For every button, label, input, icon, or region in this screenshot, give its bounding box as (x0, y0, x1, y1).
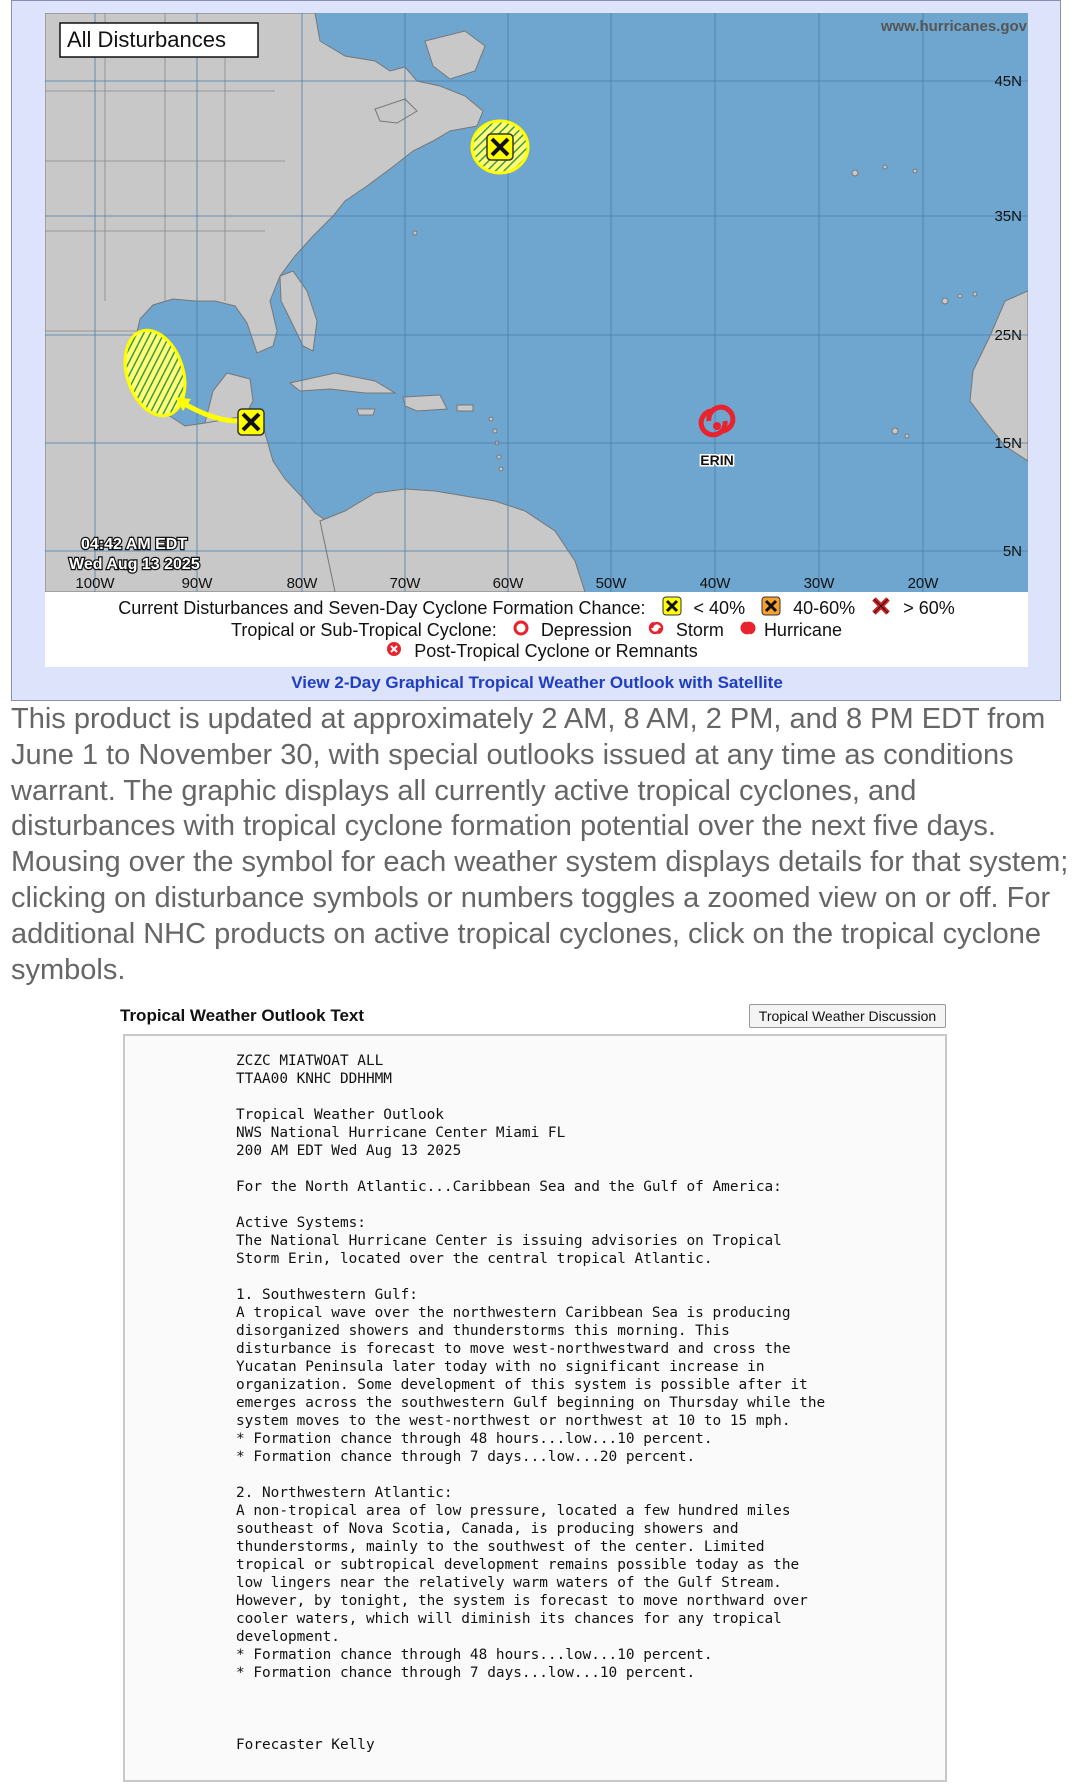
longitude-label: 50W (595, 575, 627, 592)
latitude-label: 35N (994, 208, 1022, 225)
longitude-label: 70W (389, 575, 421, 592)
longitude-label: 100W (75, 575, 115, 592)
latitude-label: 45N (994, 73, 1022, 90)
tropical-outlook-map[interactable] (45, 1, 1028, 592)
timestamp-date: Wed Aug 13 2025 (69, 556, 200, 573)
product-description: This product is updated at approximately 2 AM, 8 AM, 2 PM, and 8 PM EDT from June 1 to November 30, with special outlooks issued at any time as conditions warrant. The graphic displays all currently active tropical cyclones, and disturbances with tropical cyclone formation potential over the next five days. Mousing over the symbol for each weather system displays details for that system; clicking on disturbance symbols or numbers toggles a zoomed view on or off. For additional NHC products on active tropical cyclones, click on the tropical cyclone symbols. (11, 703, 1069, 986)
longitude-label: 80W (286, 575, 318, 592)
longitude-label: 60W (492, 575, 524, 592)
view-two-day-outlook-link[interactable]: View 2-Day Graphical Tropical Weather Outlook with Satellite (291, 673, 783, 692)
latitude-label: 15N (994, 435, 1022, 452)
legend-storm-label: Storm (675, 620, 724, 640)
legend-formation-label: Current Disturbances and Seven-Day Cyclone Formation Chance: (118, 598, 646, 618)
longitude-labels (75, 575, 939, 592)
legend-row-post-tropical (45, 640, 1028, 663)
outlook-text-body: ZCZC MIATWOAT ALL TTAA00 KNHC DDHHMM Tropical Weather Outlook NWS National Hurricane Center Miami FL 200 AM EDT Wed Aug 13 2025 For the North Atlantic...Caribbean Sea and the Gulf of America: Active Systems: The National Hurricane Center is issuing advisories on Tropical Storm Erin, located over the central tropical Atlantic. 1. Southwestern Gulf: A tropical wave over the northwestern Caribbean Sea is producing disorganized showers and thunderstorms this morning. This disturbance is forecast to move west-northwestward and cross the Yucatan Peninsula later today with no significant increase in organization. Some development of this system is possible after it emerges across the southwestern Gulf beginning on Thursday while the system moves to the west-northwest or northwest at 10 to 15 mph. * Formation chance through 48 hours...low...10 percent. * Formation chance through 7 days...low...20 percent. 2. Northwestern Atlantic: A non-tropical area of low pressure, located a few hundred miles southeast of Nova Scotia, Canada, is producing showers and thunderstorms, mainly to the southwest of the center. Limited tropical or subtropical development remains possible today as the low lingers near the relatively warm waters of the Gulf Stream. However, by tonight, the system is forecast to move northward over cooler waters, which will diminish its chances for any tropical development. * Formation chance through 48 hours...low...10 percent. * Formation chance through 7 days...low...10 percent. Forecaster Kelly (236, 1053, 826, 1753)
longitude-label: 20W (907, 575, 939, 592)
latitude-label: 5N (1002, 543, 1022, 560)
outlook-text-panel[interactable] (123, 1034, 947, 1782)
puerto-rico-land (457, 405, 473, 411)
legend-low-label: < 40% (693, 598, 746, 618)
legend-hurricane-label: Hurricane (763, 620, 842, 640)
outlook-map-panel (11, 0, 1061, 701)
tropical-weather-discussion-button[interactable]: Tropical Weather Discussion (749, 1004, 946, 1028)
longitude-label: 90W (181, 575, 213, 592)
disturbance-northwestern-atlantic[interactable] (472, 121, 528, 173)
longitude-label: 40W (699, 575, 731, 592)
legend-cyclone-label: Tropical or Sub-Tropical Cyclone: (231, 620, 497, 640)
legend-depression-label: Depression (540, 620, 632, 640)
outlook-text-heading: Tropical Weather Outlook Text (120, 1006, 365, 1025)
jamaica-land (357, 409, 375, 415)
latitude-label: 25N (994, 327, 1022, 344)
timestamp-time: 04:42 AM EDT (81, 536, 188, 553)
disturbance-selector[interactable]: All Disturbances (67, 27, 226, 52)
disturbance-low-x-icon (238, 409, 264, 435)
legend-post-tropical-label: Post-Tropical Cyclone or Remnants (414, 641, 698, 661)
legend-high-label: > 60% (903, 598, 955, 618)
map-legend (45, 592, 1028, 667)
storm-label: ERIN (700, 452, 734, 468)
source-url: www.hurricanes.gov (880, 18, 1027, 35)
legend-medium-label: 40-60% (793, 598, 856, 618)
longitude-label: 30W (803, 575, 835, 592)
depression-icon (512, 619, 530, 642)
post-tropical-icon (385, 640, 403, 663)
disturbance-low-x-icon (487, 134, 513, 160)
